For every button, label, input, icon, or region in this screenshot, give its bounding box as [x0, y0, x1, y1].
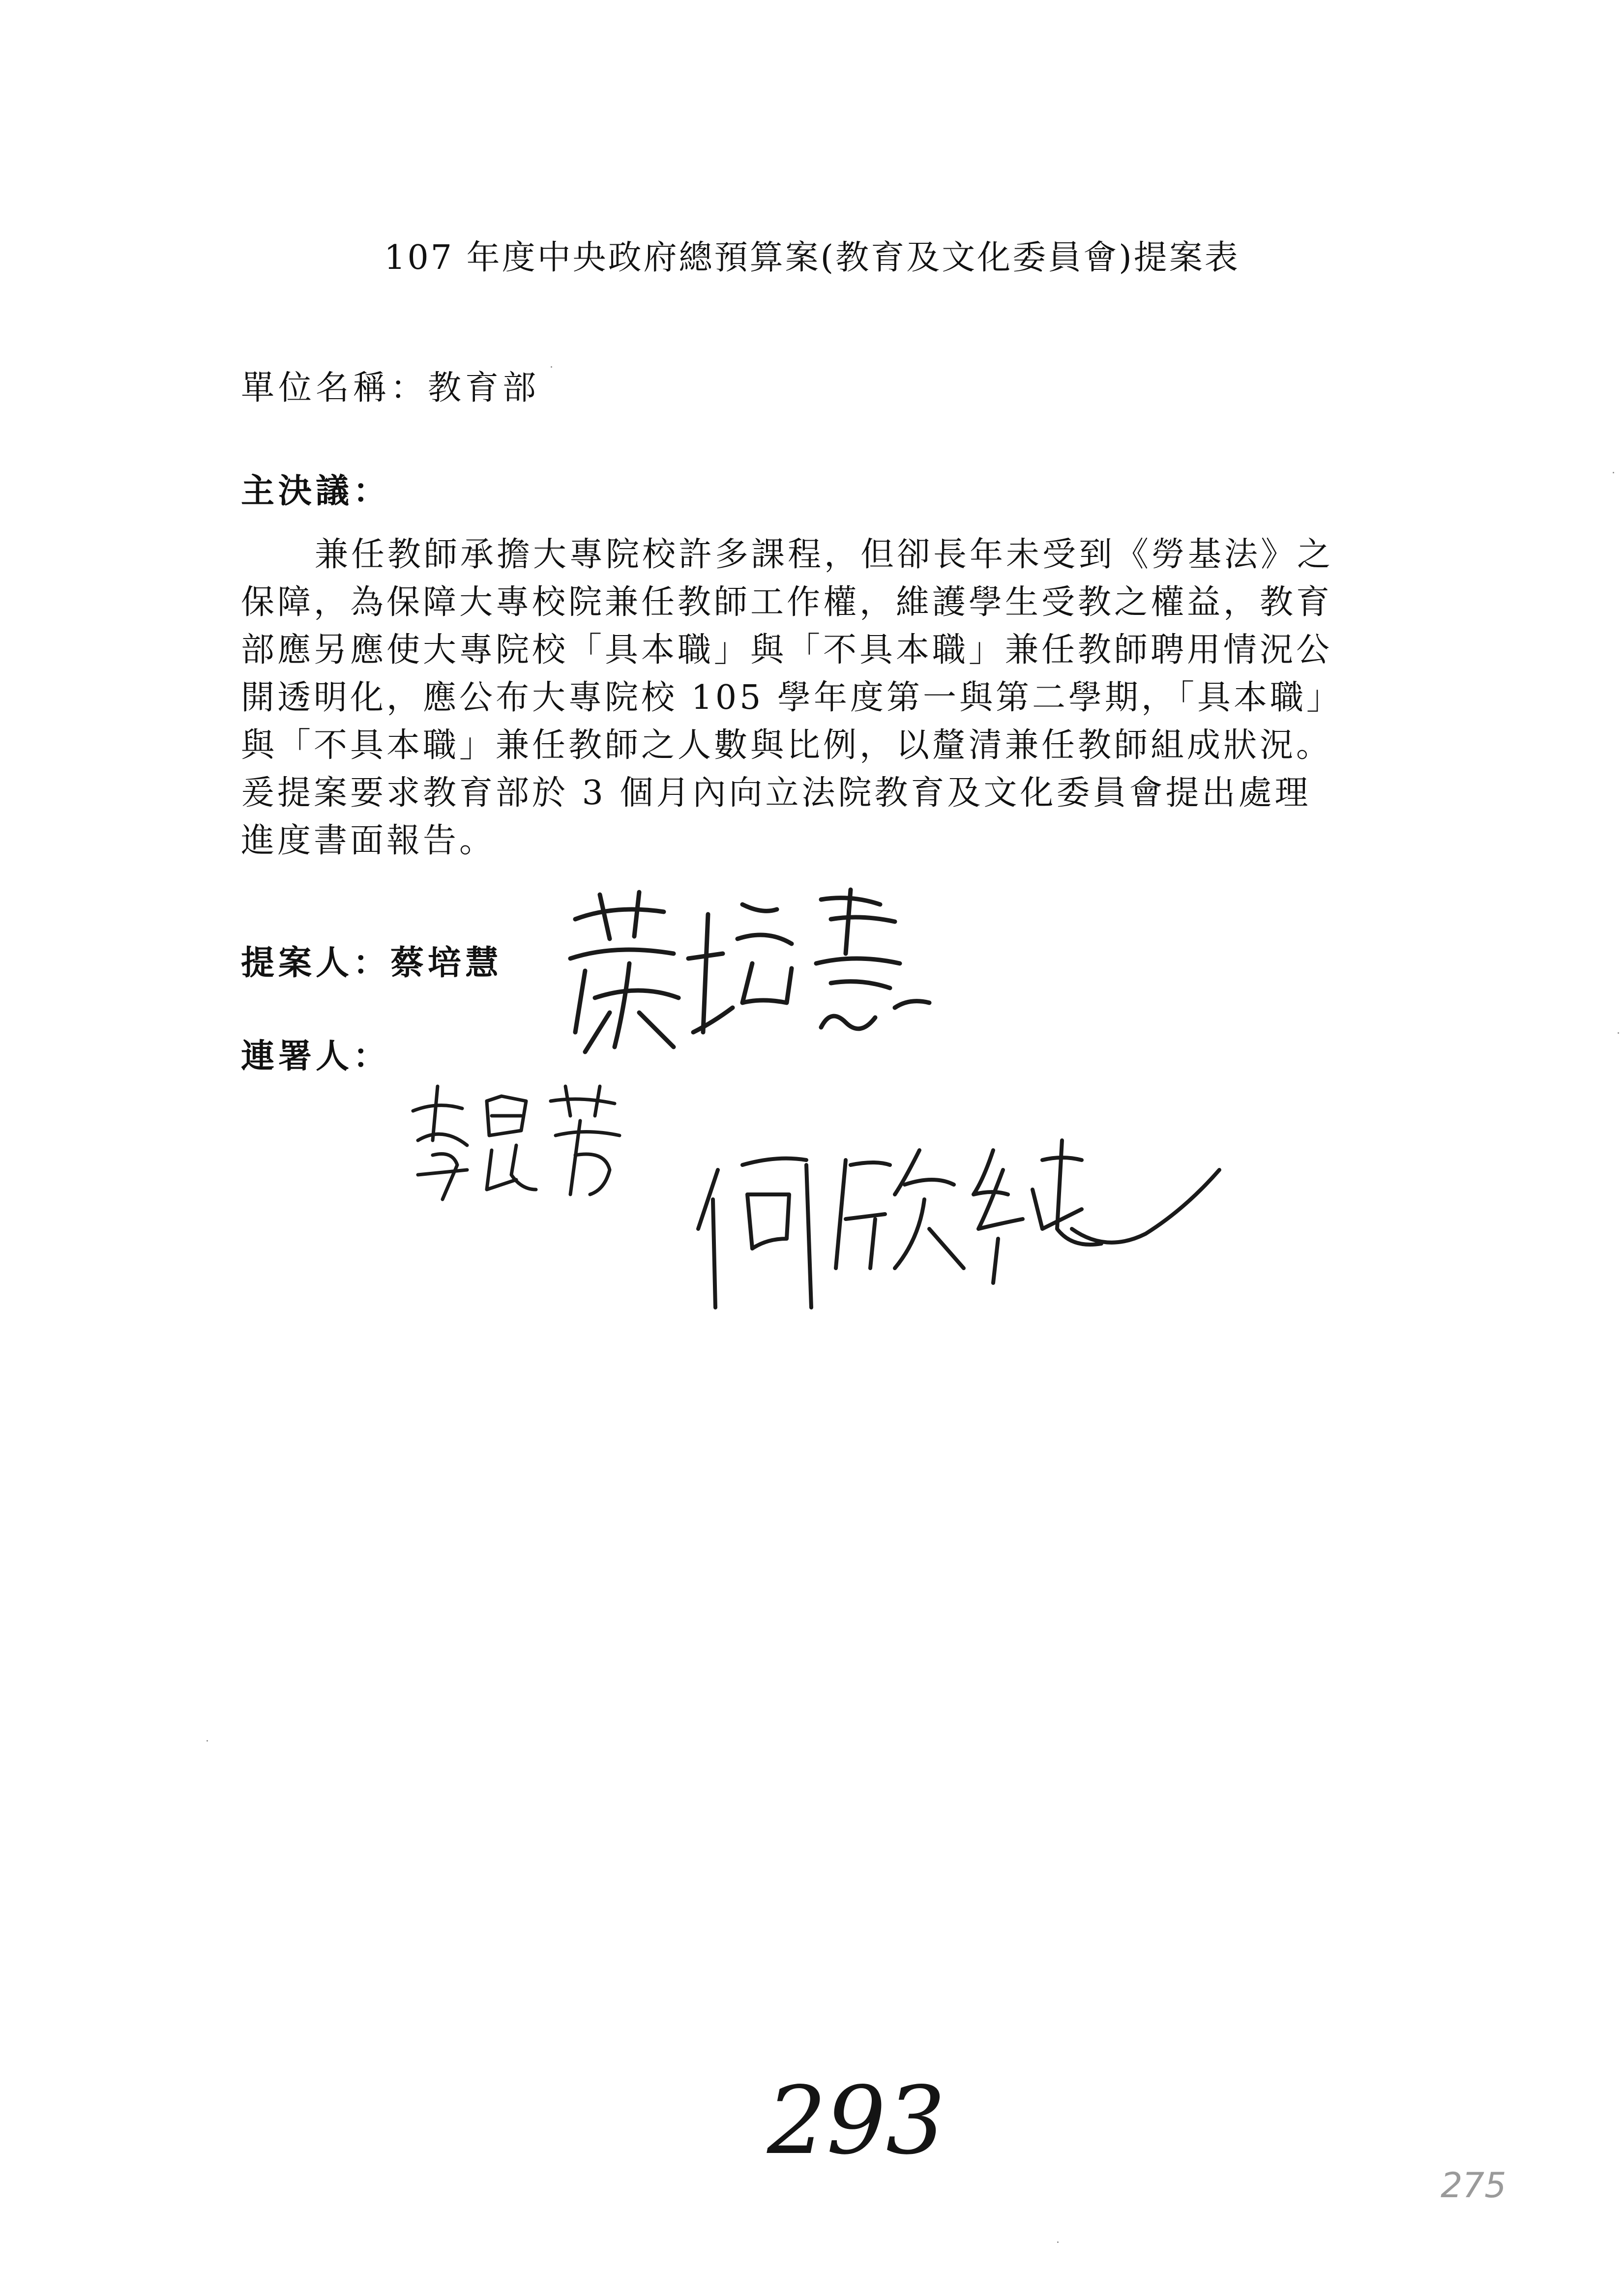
body-line: 部應另應使大專院校「具本職」與「不具本職」兼任教師聘用情況公 — [241, 631, 1333, 669]
scan-speck — [551, 366, 552, 368]
resolution-label: 主決議： — [241, 471, 391, 511]
page-number-text: 293 — [767, 2066, 945, 2175]
document-title: 107 年度中央政府總預算案(教育及文化委員會)提案表 — [384, 238, 1240, 277]
resolution-body — [241, 531, 1372, 865]
body-line: 開透明化，應公布大專院校 105 學年度第一與第二學期，「具本職」 — [241, 678, 1343, 717]
cosigner-label: 連署人： — [241, 1037, 391, 1076]
body-line: 與「不具本職」兼任教師之人數與比例，以釐清兼任教師組成狀況。 — [241, 726, 1333, 765]
scan-speck — [207, 1740, 208, 1742]
body-line: 進度書面報告。 — [241, 821, 496, 860]
body-line: 保障，為保障大專校院兼任教師工作權，維護學生受教之權益，教育 — [241, 583, 1333, 622]
scan-speck — [1057, 2241, 1059, 2243]
unit-name-line: 單位名稱：教育部 — [241, 369, 540, 407]
margin-mark-text: 275 — [1441, 2165, 1506, 2206]
body-line: 爰提案要求教育部於 3 個月內向立法院教育及文化委員會提出處理 — [241, 774, 1311, 813]
page-number — [752, 2064, 974, 2178]
proposer-signature — [556, 885, 959, 1072]
proposer-line: 提案人：蔡培慧 — [241, 943, 503, 983]
cosigner-signature-2 — [688, 1121, 1229, 1317]
scan-speck — [1618, 1032, 1619, 1034]
margin-mark — [1436, 2158, 1534, 2212]
scan-speck — [1613, 472, 1614, 473]
body-line: 兼任教師承擔大專院校許多課程，但卻長年未受到《勞基法》之 — [315, 535, 1334, 574]
cosigner-signature-1 — [403, 1081, 639, 1209]
